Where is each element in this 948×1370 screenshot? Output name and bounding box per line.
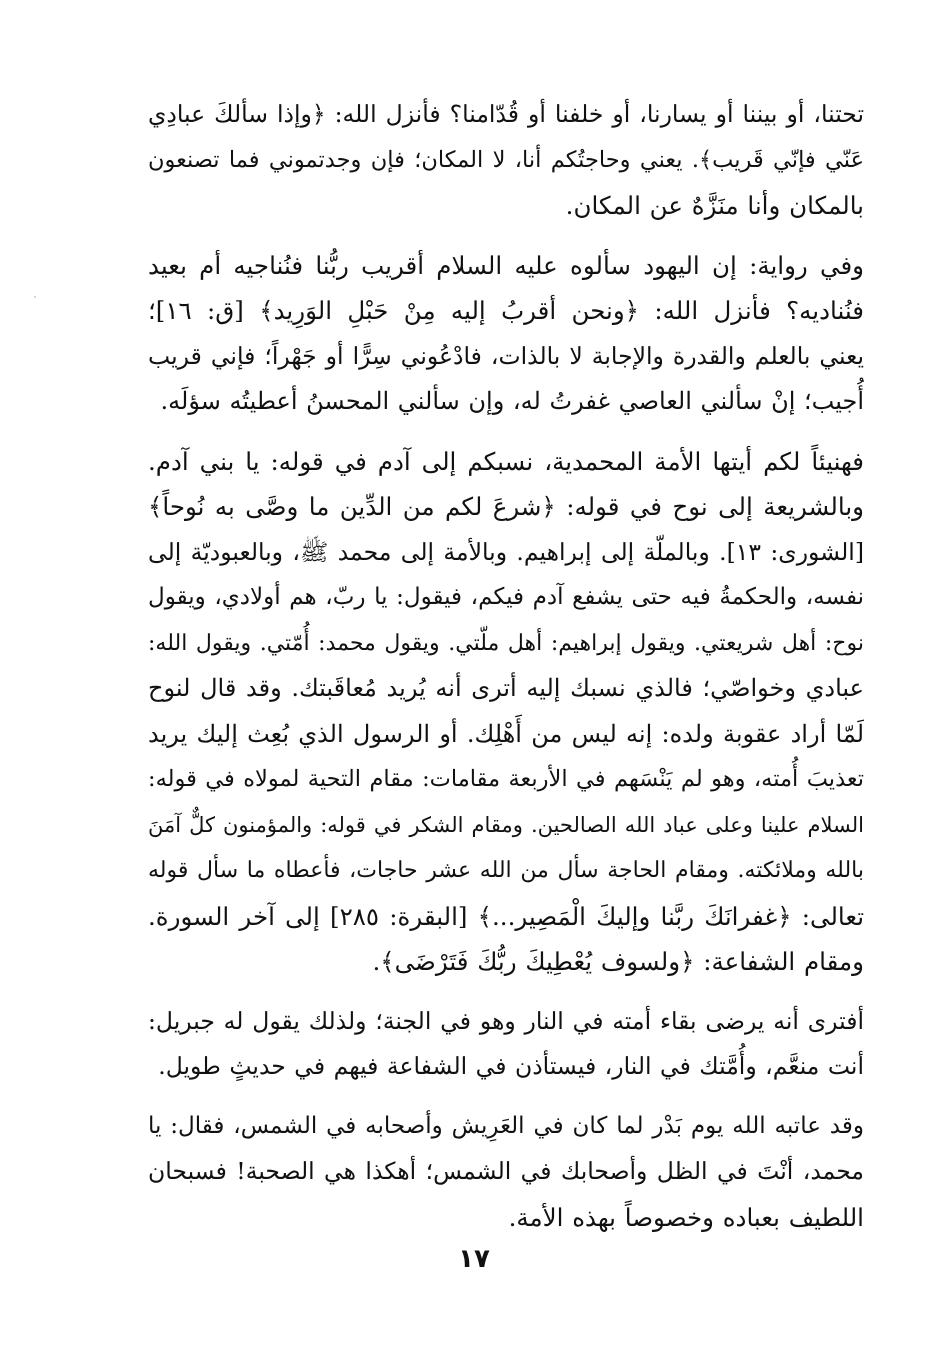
text-line: تعالى: ﴿غفرانَكَ ربَّنا وإليكَ الْمَصِير...﴾ [البقرة: ٢٨٥] إلى آخر السورة. [148, 901, 865, 931]
paragraph-3 [148, 439, 864, 985]
text-line: وقد عاتبه الله يوم بَدْر لما كان في العَرِيش وأصحابه في الشمس، فقال: يا [148, 1112, 864, 1139]
text-line: [الشورى: ١٣]. وبالملّة إلى إبراهيم. وبالأمة إلى محمد ﷺ، وبالعبوديّة إلى [148, 537, 865, 566]
text-line: فنُناديه؟ فأنزل الله: ﴿ونحن أقربُ إليه مِنْ حَبْلِ الوَرِيد﴾ [ق: ١٦]؛ [148, 296, 864, 325]
scan-speck [34, 296, 36, 298]
text-line: تحتنا، أو بيننا أو يسارنا، أو خلفنا أو قُدّامنا؟ فأنزل الله: ﴿وإذا سألكَ عبادِي [148, 100, 864, 128]
text-line: عبادي وخواصّي؛ فالذي نسبك إليه أترى أنه يُريد مُعاقَبتك. وقد قال لنوح [148, 674, 864, 702]
text-line: أنت منعَّم، وأُمَّتك في النار، فيستأذن في الشفاعة فيهم في حديثٍ طويل. [158, 1052, 864, 1080]
text-line: تعذيبَ أُمته، وهو لم يَنْسَهم في الأربعة مقامات: مقام التحية لمولاه في قوله: [148, 766, 864, 792]
page-body [148, 92, 864, 1242]
paragraph-5 [148, 1104, 864, 1241]
text-line: نفسه، والحكمةُ فيه حتى يشفع آدم فيكم، فيقول: يا ربّ، هم أولادي، ويقول [148, 584, 864, 610]
text-line: يعني بالعلم والقدرة والإجابة لا بالذات، فادْعُوني سِرًّا أو جَهْراً؛ فإني قريب [148, 341, 864, 370]
text-line: عَنّي فإنّي قَريب﴾. يعني وحاجتُكم أنا، لا المكان؛ فإن وجدتموني فما تصنعون [148, 146, 864, 173]
text-line: ومقام الشفاعة: ﴿ولسوف يُعْطِيكَ ربُّكَ فَتَرْضَى﴾. [372, 947, 864, 976]
text-line: أفترى أنه يرضى بقاء أمته في النار وهو في الجنة؛ ولذلك يقول له جبريل: [148, 1006, 864, 1035]
text-line: محمد، أنْتَ في الظل وأصحابك في الشمس؛ أهكذا هي الصحبة! فسبحان [148, 1157, 864, 1185]
text-line: بالمكان وأنا منَزَّهٌ عن المكان. [565, 191, 864, 220]
text-line: أُجيب؛ إنْ سألني العاصي غفرتُ له، وإن سألني المحسنُ أعطيتُه سؤلَه. [160, 387, 864, 415]
text-line: وبالشريعة إلى نوح في قوله: ﴿شرعَ لكم من الدِّين ما وصَّى به نُوحاً﴾ [148, 492, 864, 521]
paragraph-1 [148, 92, 864, 229]
paragraph-4 [148, 999, 864, 1090]
paragraph-2 [148, 243, 864, 425]
text-line: فهنيئاً لكم أيتها الأمة المحمدية، نسبكم إلى آدم في قوله: يا بني آدم. [148, 446, 864, 476]
text-line: السلام علينا وعلى عباد الله الصالحين. ومقام الشكر في قوله: والمؤمنون كلٌّ آمَنَ [148, 812, 864, 837]
page-number: ١٧ [458, 1244, 490, 1274]
text-line: نوح: أهل شريعتي. ويقول إبراهيم: أهل ملّتي. ويقول محمد: أُمّتي. ويقول الله: [148, 630, 864, 656]
text-line: بالله وملائكته. ومقام الحاجة سأل من الله عشر حاجات، فأعطاه ما سأل قوله [148, 858, 864, 883]
text-line: وفي رواية: إن اليهود سألوه عليه السلام أقريب ربُّنا فنُناجيه أم بعيد [148, 250, 864, 280]
text-line: اللطيف بعباده وخصوصاً بهذه الأمة. [508, 1202, 864, 1232]
text-line: لَمّا أراد عقوبة ولده: إنه ليس من أَهْلِك. أو الرسول الذي بُعِث إليك يريد [148, 719, 864, 748]
